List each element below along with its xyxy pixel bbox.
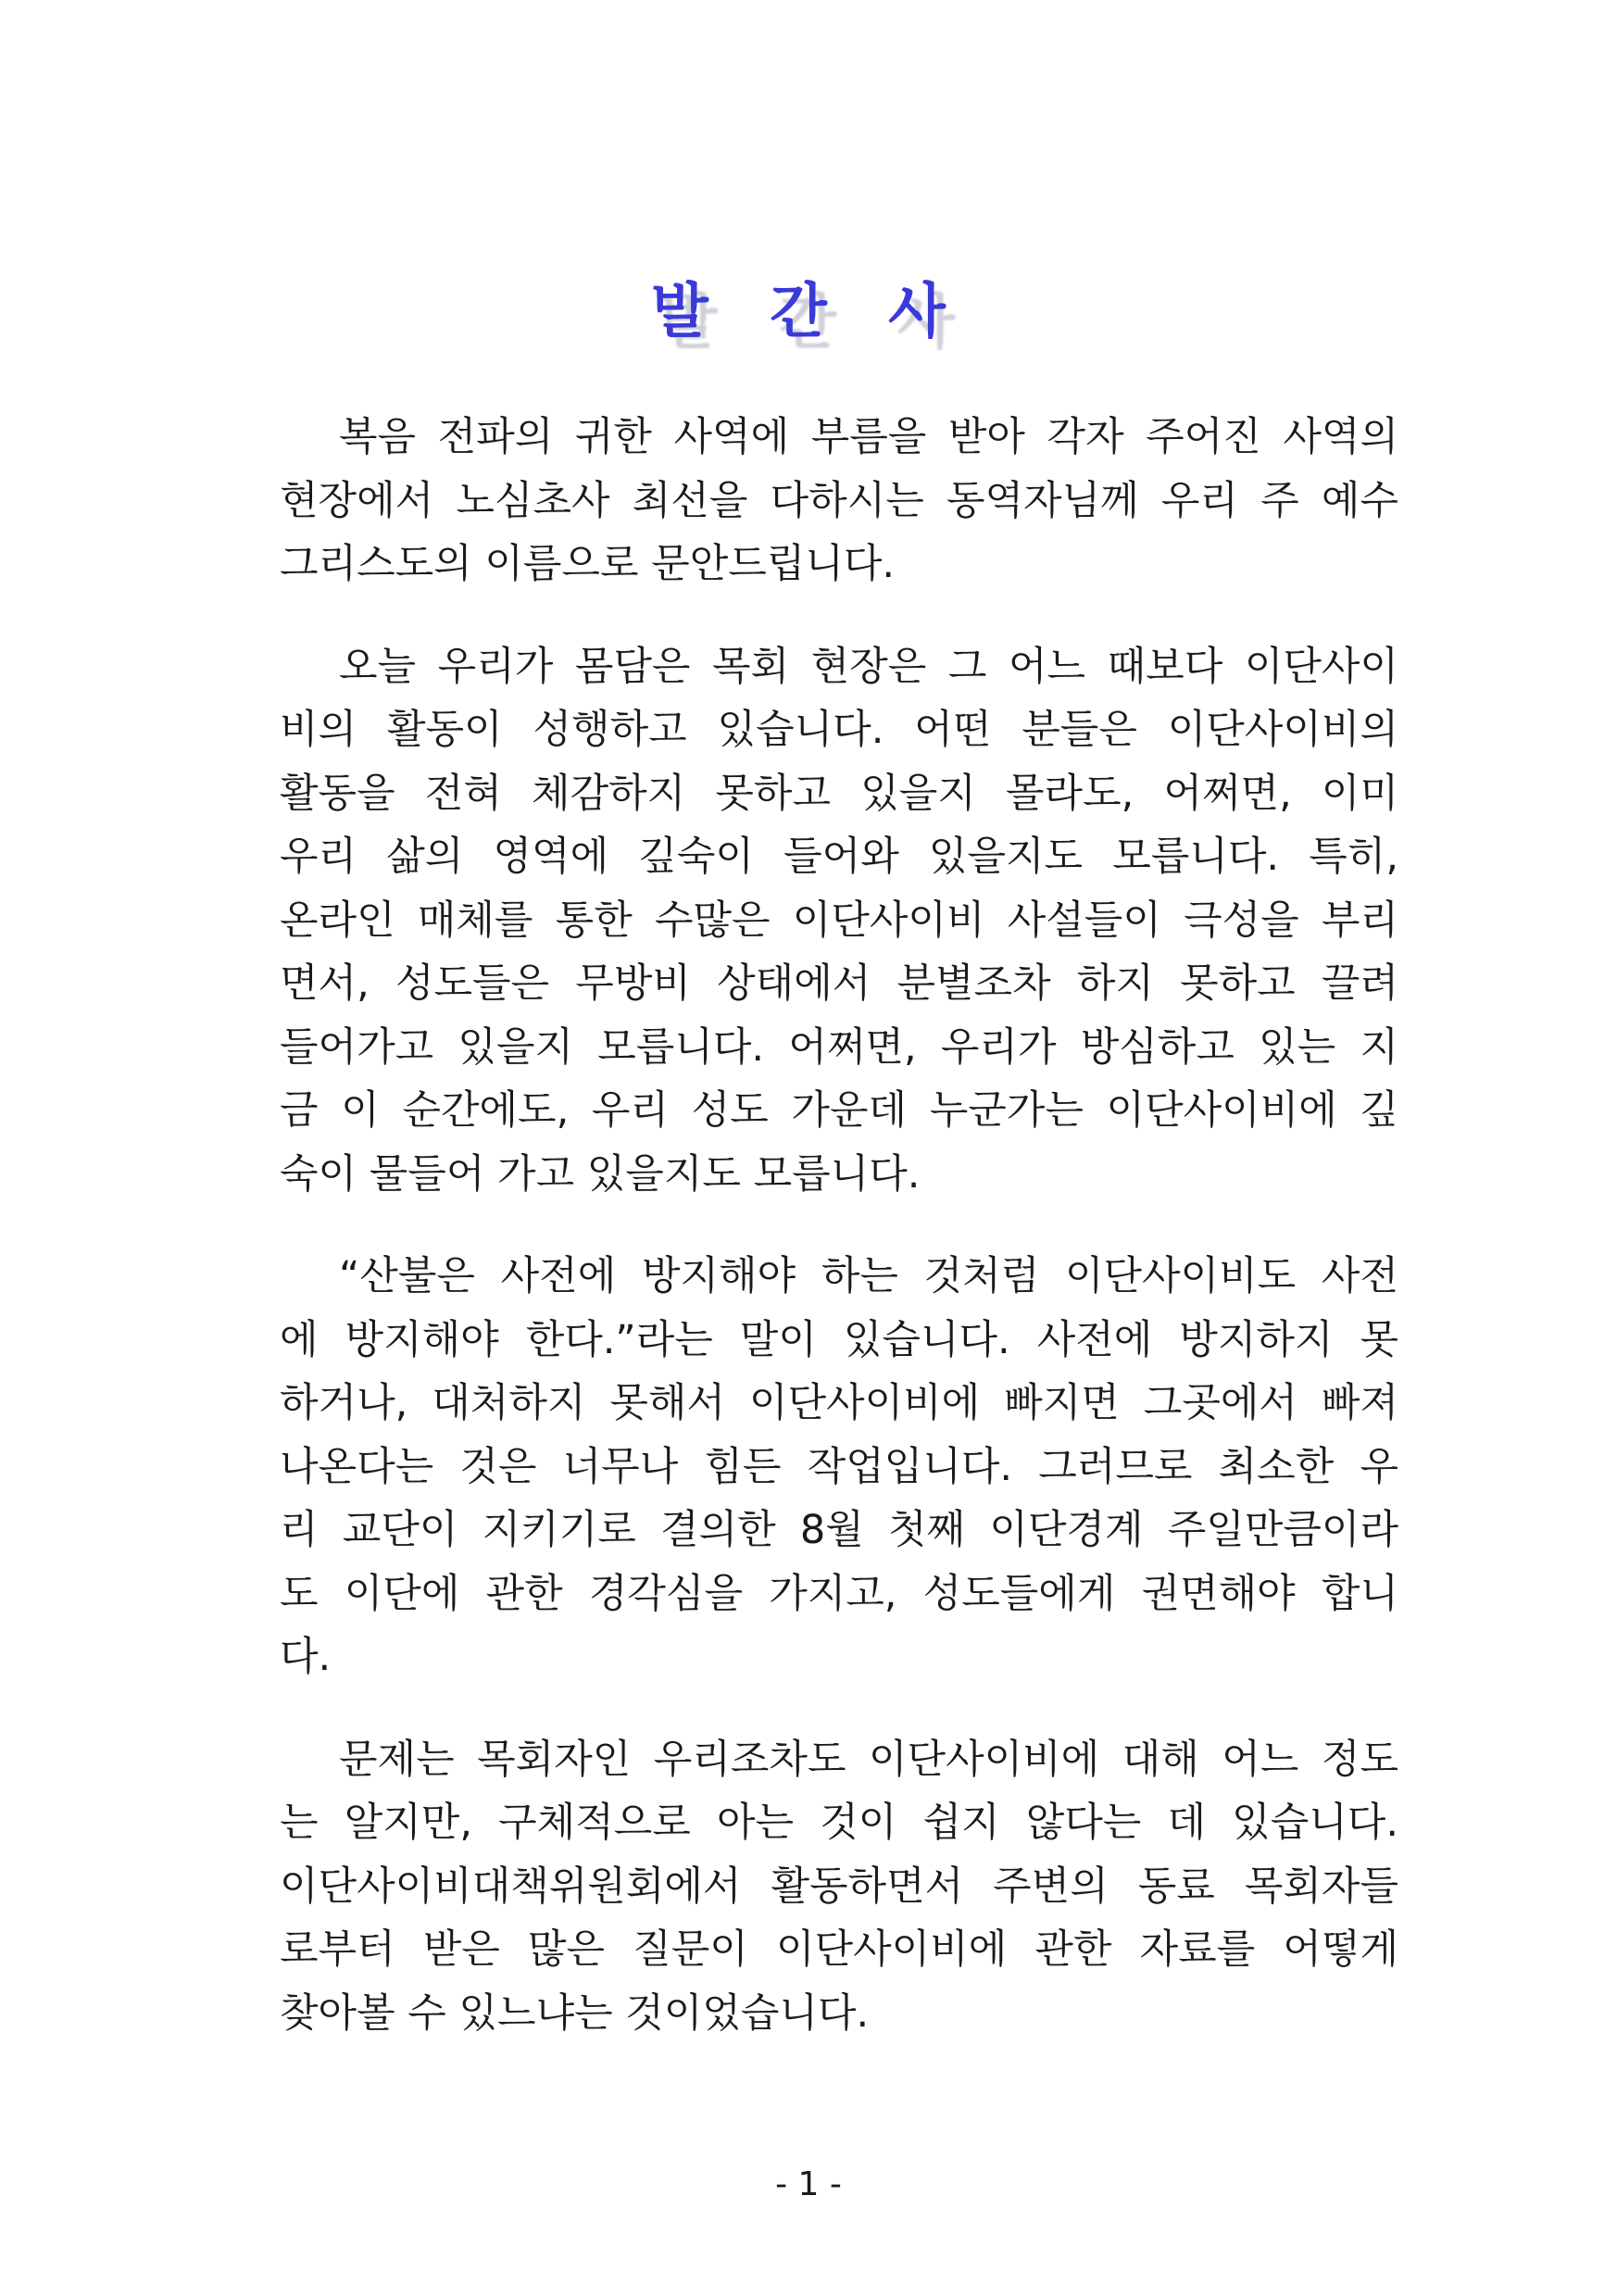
body-text — [220, 406, 1398, 2084]
text-line: 금 이 순간에도, 우리 성도 가운데 누군가는 이단사이비에 깊 — [280, 1087, 1398, 1134]
page-number: - 1 - — [775, 2165, 842, 2203]
text-line: 도 이단에 관한 경각심을 가지고, 성도들에게 권면해야 합니 — [280, 1570, 1398, 1617]
text-line: 문제는 목회자인 우리조차도 이단사이비에 대해 어느 정도 — [339, 1736, 1398, 1783]
text-line: 온라인 매체를 통한 수많은 이단사이비 사설들이 극성을 부리 — [280, 897, 1398, 944]
page-title: 발 간 사 — [650, 278, 967, 346]
text-line: 그리스도의 이름으로 문안드립니다. — [280, 541, 896, 587]
text-line: 이단사이비대책위원회에서 활동하면서 주변의 동료 목회자들 — [280, 1863, 1398, 1910]
text-line: 비의 활동이 성행하고 있습니다. 어떤 분들은 이단사이비의 — [280, 707, 1398, 753]
text-line: 면서, 성도들은 무방비 상태에서 분별조차 하지 못하고 끌려 — [280, 960, 1398, 1007]
text-line: 숙이 물들어 가고 있을지도 모릅니다. — [280, 1150, 921, 1198]
paragraph — [220, 1728, 1398, 2046]
title-block — [0, 264, 1617, 357]
text-line: 복음 전파의 귀한 사역에 부름을 받아 각자 주어진 사역의 — [339, 414, 1398, 460]
text-line: 활동을 전혀 체감하지 못하고 있을지 몰라도, 어쩌면, 이미 — [280, 770, 1398, 817]
text-line: 들어가고 있을지 모릅니다. 어쩌면, 우리가 방심하고 있는 지 — [280, 1023, 1398, 1071]
text-line: 리 교단이 지키기로 결의한 8월 첫째 이단경계 주일만큼이라 — [280, 1507, 1398, 1553]
paragraph — [220, 635, 1398, 1207]
paragraph — [220, 406, 1398, 596]
text-line: 는 알지만, 구체적으로 아는 것이 쉽지 않다는 데 있습니다. — [280, 1800, 1398, 1846]
text-line: 오늘 우리가 몸담은 목회 현장은 그 어느 때보다 이단사이 — [339, 643, 1398, 690]
text-line: 우리 삶의 영역에 깊숙이 들어와 있을지도 모릅니다. 특히, — [280, 834, 1398, 880]
text-line: 다. — [280, 1634, 332, 1680]
text-line: 현장에서 노심초사 최선을 다하시는 동역자님께 우리 주 예수 — [280, 477, 1398, 524]
text-line: 하거나, 대처하지 못해서 이단사이비에 빠지면 그곳에서 빠져 — [280, 1380, 1398, 1426]
text-line: 에 방지해야 한다.”라는 말이 있습니다. 사전에 방지하지 못 — [280, 1316, 1398, 1363]
text-line: 로부터 받은 많은 질문이 이단사이비에 관한 자료를 어떻게 — [280, 1926, 1398, 1973]
text-line: “산불은 사전에 방지해야 하는 것처럼 이단사이비도 사전 — [339, 1253, 1398, 1299]
text-line: 찾아볼 수 있느냐는 것이었습니다. — [280, 1989, 870, 2037]
paragraph — [220, 1245, 1398, 1689]
text-line: 나온다는 것은 너무나 힘든 작업입니다. 그러므로 최소한 우 — [280, 1443, 1398, 1490]
